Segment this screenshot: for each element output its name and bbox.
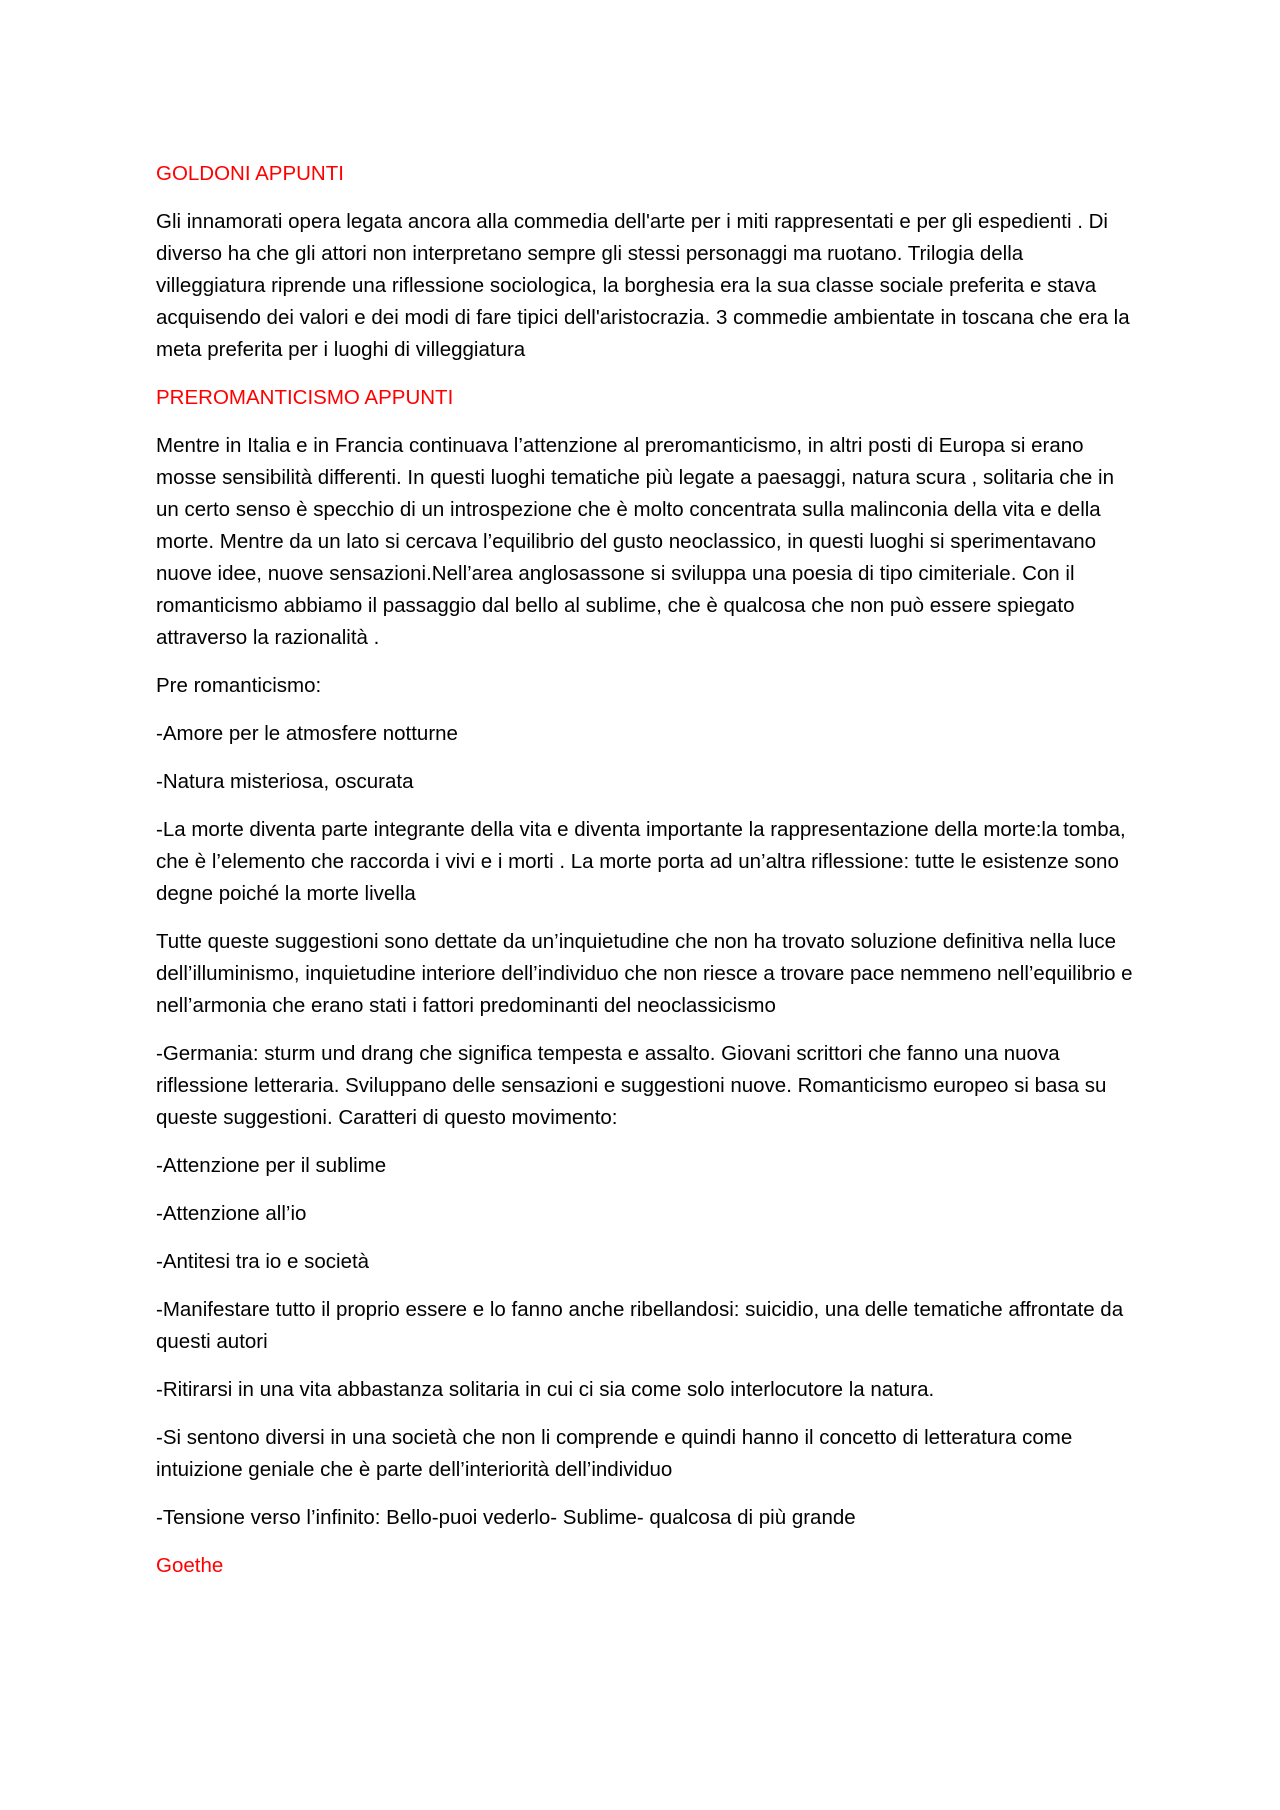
heading-goldoni: GOLDONI APPUNTI (156, 162, 344, 185)
document-content (156, 158, 1136, 1598)
list-item-sublime: -Attenzione per il sublime (156, 1154, 387, 1177)
list-item-natura: -Natura misteriosa, oscurata (156, 770, 414, 793)
heading-goethe: Goethe (156, 1554, 224, 1577)
list-item-morte: -La morte diventa parte integrante della vita e diventa importante la rappresentazione della morte:la tomba, che è l’elemento che raccorda i vivi e i morti . La morte porta ad un’altra riflessione: tutte le esistenze sono degne poiché la morte livella (156, 818, 1126, 905)
list-item-germania: -Germania: sturm und drang che significa tempesta e assalto. Giovani scrittori che fanno una nuova riflessione letteraria. Sviluppano delle sensazioni e suggestioni nuove. Romanticismo europeo si basa su queste suggestioni. Caratteri di questo movimento: (156, 1042, 1107, 1129)
paragraph-intro: Mentre in Italia e in Francia continuava l’attenzione al preromanticismo, in altri posti di Europa si erano mosse sensibilità differenti. In questi luoghi tematiche più legate a paesaggi, natura scura , solitaria che in un certo senso è specchio di un introspezione che è molto concentrata sulla malinconia della vita e della morte. Mentre da un lato si cercava l’equilibrio del gusto neoclassico, in questi luoghi si sperimentavano nuove idee, nuove sensazioni.Nell’area anglosassone si sviluppa una poesia di tipo cimiteriale. Con il romanticismo abbiamo il passaggio dal bello al sublime, che è qualcosa che non può essere spiegato attraverso la razionalità . (156, 434, 1114, 649)
list-item-diversi: -Si sentono diversi in una società che non li comprende e quindi hanno il concetto di letteratura come intuizione geniale che è parte dell’interiorità dell’individuo (156, 1426, 1073, 1481)
list-item-ritirarsi: -Ritirarsi in una vita abbastanza solitaria in cui ci sia come solo interlocutore la natura. (156, 1378, 935, 1401)
paragraph-suggestioni: Tutte queste suggestioni sono dettate da un’inquietudine che non ha trovato soluzione definitiva nella luce dell’illuminismo, inquietudine interiore dell’individuo che non riesce a trovare pace nemmeno nell’equilibrio e nell’armonia che erano stati i fattori predominanti del neoclassicismo (156, 930, 1133, 1017)
heading-preromanticismo: PREROMANTICISMO APPUNTI (156, 386, 454, 409)
paragraph-goldoni: Gli innamorati opera legata ancora alla commedia dell'arte per i miti rappresentati e per gli espedienti . Di diverso ha che gli attori non interpretano sempre gli stessi personaggi ma ruotano. Trilogia della villeggiatura riprende una riflessione sociologica, la borghesia era la sua classe sociale preferita e stava acquisendo dei valori e dei modi di fare tipici dell'aristocrazia. 3 commedie ambientate in toscana che era la meta preferita per i luoghi di villeggiatura (156, 210, 1130, 361)
list-item-io: -Attenzione all’io (156, 1202, 307, 1225)
list-item-manifestare: -Manifestare tutto il proprio essere e lo fanno anche ribellandosi: suicidio, una delle tematiche affrontate da questi autori (156, 1298, 1124, 1353)
list-item-tensione: -Tensione verso l’infinito: Bello-puoi vederlo- Sublime- qualcosa di più grande (156, 1506, 856, 1529)
list-item-antitesi: -Antitesi tra io e società (156, 1250, 370, 1273)
list-item-amore: -Amore per le atmosfere notturne (156, 722, 458, 745)
paragraph-pre-label: Pre romanticismo: (156, 674, 322, 697)
